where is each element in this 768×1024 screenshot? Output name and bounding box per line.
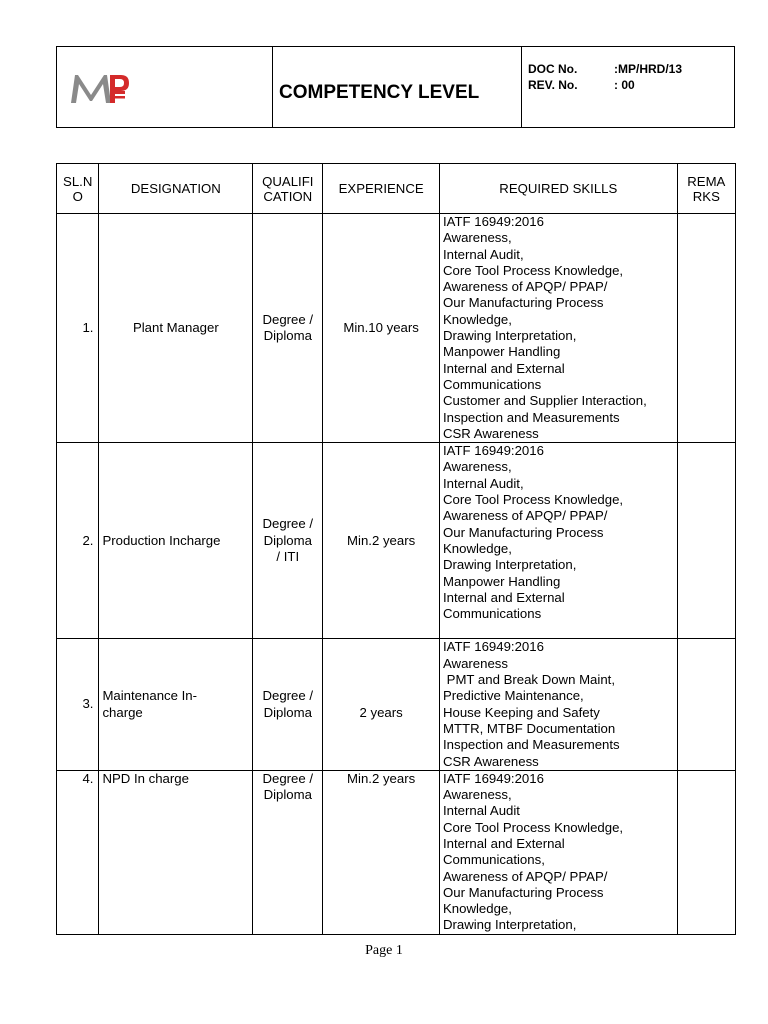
skill-line: Drawing Interpretation, bbox=[442, 328, 577, 344]
qualification-cell bbox=[253, 770, 323, 934]
remarks-cell bbox=[677, 443, 735, 639]
designation-line: Maintenance In- bbox=[102, 688, 198, 704]
table-row bbox=[57, 214, 736, 443]
skill-line: Our Manufacturing Process bbox=[442, 524, 604, 540]
qualification-line: Degree / bbox=[262, 770, 314, 786]
skill-line: Awareness, bbox=[442, 459, 512, 475]
qualification-line: Degree / bbox=[262, 688, 314, 704]
column-header-designation: DESIGNATION bbox=[99, 164, 253, 214]
skill-line: MTTR, MTBF Documentation bbox=[442, 720, 616, 736]
rev-number-value: : 00 bbox=[614, 78, 635, 92]
column-header-experience: EXPERIENCE bbox=[323, 164, 440, 214]
skill-line: Core Tool Process Knowledge, bbox=[442, 262, 624, 278]
skill-line: Predictive Maintenance, bbox=[442, 688, 584, 704]
sl-no-cell: 2. bbox=[57, 443, 99, 639]
skill-line: Internal Audit, bbox=[442, 246, 524, 262]
skill-line: Core Tool Process Knowledge, bbox=[442, 492, 624, 508]
sl-no-cell: 3. bbox=[57, 639, 99, 770]
skill-line: Communications bbox=[442, 376, 542, 392]
skill-line: Awareness of APQP/ PPAP/ bbox=[442, 868, 608, 884]
designation-cell: NPD In charge bbox=[99, 770, 253, 934]
qualification-cell bbox=[253, 214, 323, 443]
skill-line: IATF 16949:2016 bbox=[442, 443, 544, 459]
skill-line: Communications bbox=[442, 606, 542, 622]
sl-no-cell: 1. bbox=[57, 214, 99, 443]
qualification-line: / ITI bbox=[276, 548, 300, 564]
skill-line: CSR Awareness bbox=[442, 425, 539, 441]
page-title: COMPETENCY LEVEL bbox=[279, 82, 480, 103]
skill-line: Awareness of APQP/ PPAP/ bbox=[442, 279, 608, 295]
skill-line: PMT and Break Down Maint, bbox=[442, 672, 615, 688]
remarks-cell bbox=[677, 770, 735, 934]
table-row bbox=[57, 770, 736, 934]
skill-line: Awareness, bbox=[442, 787, 512, 803]
skill-line: Customer and Supplier Interaction, bbox=[442, 393, 647, 409]
skill-line: Internal Audit, bbox=[442, 475, 524, 491]
skill-line: CSR Awareness bbox=[442, 753, 539, 769]
table-row bbox=[57, 443, 736, 639]
experience-cell: Min.2 years bbox=[323, 770, 440, 934]
skill-line: Knowledge, bbox=[442, 540, 512, 556]
rev-number-label: REV. No. bbox=[528, 78, 578, 92]
designation-cell: Production Incharge bbox=[99, 443, 253, 639]
title-cell bbox=[273, 47, 522, 128]
remarks-cell bbox=[677, 639, 735, 770]
skill-line: Knowledge, bbox=[442, 901, 512, 917]
skill-line: Manpower Handling bbox=[442, 344, 561, 360]
skill-line: Communications, bbox=[442, 852, 545, 868]
page-number: Page 1 bbox=[365, 943, 403, 958]
skill-line: IATF 16949:2016 bbox=[442, 214, 544, 229]
experience-cell: 2 years bbox=[323, 639, 440, 770]
required-skills-cell bbox=[439, 639, 677, 770]
document-header bbox=[56, 46, 735, 128]
doc-info-cell bbox=[522, 47, 735, 128]
skill-line: Our Manufacturing Process bbox=[442, 884, 604, 900]
skill-line: Inspection and Measurements bbox=[442, 409, 620, 425]
doc-number-value: :MP/HRD/13 bbox=[614, 62, 683, 76]
skill-line: Awareness of APQP/ PPAP/ bbox=[442, 508, 608, 524]
skill-line: Inspection and Measurements bbox=[442, 737, 620, 753]
skill-line: Drawing Interpretation, bbox=[442, 917, 577, 933]
skill-line: Internal Audit bbox=[442, 803, 520, 819]
designation-line: charge bbox=[102, 704, 143, 720]
remarks-cell bbox=[677, 214, 735, 443]
required-skills-cell bbox=[439, 214, 677, 443]
skill-line: Awareness, bbox=[442, 230, 512, 246]
table-header-row bbox=[57, 164, 736, 214]
doc-number-line bbox=[522, 61, 734, 77]
column-header-sl-no: SL.N O bbox=[57, 164, 99, 214]
sl-no-cell: 4. bbox=[57, 770, 99, 934]
skill-line: Internal and External bbox=[442, 589, 565, 605]
company-logo bbox=[69, 67, 272, 107]
designation-cell: Plant Manager bbox=[99, 214, 253, 443]
skill-line: Internal and External bbox=[442, 835, 565, 851]
required-skills-cell bbox=[439, 443, 677, 639]
skill-line: Knowledge, bbox=[442, 311, 512, 327]
qualification-line: Diploma bbox=[263, 787, 312, 803]
skill-line: Awareness bbox=[442, 655, 508, 671]
rev-number-line bbox=[522, 77, 734, 93]
experience-cell: Min.2 years bbox=[323, 443, 440, 639]
qualification-cell bbox=[253, 639, 323, 770]
skill-line: House Keeping and Safety bbox=[442, 704, 600, 720]
skill-line: Core Tool Process Knowledge, bbox=[442, 819, 624, 835]
qualification-line: Diploma bbox=[263, 704, 312, 720]
qualification-cell bbox=[253, 443, 323, 639]
skill-line: Drawing Interpretation, bbox=[442, 557, 577, 573]
skill-line: IATF 16949:2016 bbox=[442, 770, 544, 786]
designation-cell bbox=[99, 639, 253, 770]
table-row bbox=[57, 639, 736, 770]
required-skills-cell bbox=[439, 770, 677, 934]
qualification-line: Diploma bbox=[263, 532, 312, 548]
qualification-line: Degree / bbox=[262, 516, 314, 532]
skill-line: Internal and External bbox=[442, 360, 565, 376]
logo-mark-icon bbox=[69, 69, 131, 107]
competency-table bbox=[56, 163, 736, 935]
qualification-line: Degree / bbox=[262, 311, 314, 327]
experience-cell: Min.10 years bbox=[323, 214, 440, 443]
column-header-remarks: REMA RKS bbox=[677, 164, 735, 214]
column-header-qualification: QUALIFI CATION bbox=[253, 164, 323, 214]
skill-line: Our Manufacturing Process bbox=[442, 295, 604, 311]
skill-line: Manpower Handling bbox=[442, 573, 561, 589]
qualification-line: Diploma bbox=[263, 328, 312, 344]
skill-line: IATF 16949:2016 bbox=[442, 639, 544, 655]
logo-cell bbox=[57, 47, 273, 128]
doc-number-label: DOC No. bbox=[528, 62, 578, 76]
column-header-required-skills: REQUIRED SKILLS bbox=[439, 164, 677, 214]
